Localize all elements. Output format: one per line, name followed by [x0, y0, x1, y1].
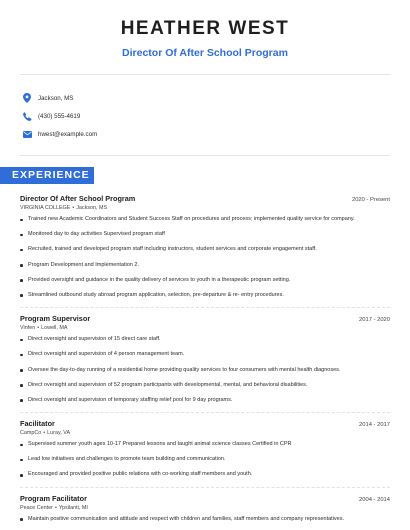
bullet-item: Maintain positive communication and attitude and respect with children and families, staff members and company representatives.	[20, 516, 390, 524]
job-header	[20, 314, 390, 323]
bullet-item: Lead low initiatives and challenges to promote team building and communication.	[20, 456, 390, 464]
bullet-item: Recruited, trained and developed program staff including instructors, student services and corporate engagement staff.	[20, 246, 390, 254]
meta-separator: •	[37, 325, 40, 332]
job-company: VIRGINIA COLLEGE	[20, 205, 71, 211]
job-company: Vinfen	[20, 325, 36, 332]
bullet-item: Direct oversight and supervision of 52 program participants with developmental, mental, and behavioral disabilities.	[20, 382, 390, 390]
contact-block	[0, 75, 410, 155]
job-header	[20, 419, 390, 428]
job-header	[20, 194, 390, 203]
job-location: Luray, VA	[47, 430, 71, 437]
bullet-item: Trained new Academic Coordinators and Student Success Staff on procedures and process; implemented quality service for company.	[20, 216, 390, 224]
job-bullets	[20, 336, 390, 404]
job-divider	[20, 412, 390, 413]
job-company: Peace Center	[20, 504, 53, 511]
job-meta	[20, 325, 390, 331]
section-title-experience: EXPERIENCE	[0, 167, 94, 184]
contact-divider	[20, 155, 390, 156]
job-entry	[20, 419, 390, 479]
job-title: Program Supervisor	[20, 314, 91, 324]
job-entry	[20, 194, 390, 300]
experience-list	[0, 184, 410, 523]
candidate-title: Director Of After School Program	[122, 47, 288, 59]
job-entry	[20, 494, 390, 524]
job-meta	[20, 505, 390, 511]
job-divider	[20, 307, 390, 308]
job-company: CampCo	[20, 430, 42, 437]
bullet-item: Oversee the day-to-day running of a residential home providing quality services to four consumers with mental health diagnoses.	[20, 367, 390, 375]
bullet-item: Streamlined outbound study abroad program application, selection, pre-departure & re- entry procedures.	[20, 292, 390, 300]
job-location: Ypsilanti, MI	[58, 504, 88, 511]
contact-email	[22, 125, 410, 143]
job-dates: 2020 - Present	[351, 197, 390, 203]
meta-separator: •	[54, 504, 57, 511]
location-text: Jackson, MS	[38, 94, 74, 102]
bullet-item: Encouraged and provided positive public relations with co-working staff members and youth.	[20, 471, 390, 479]
bullet-item: Monitored day to day activities Supervised program staff	[20, 231, 390, 239]
experience-section-header	[0, 167, 410, 184]
job-title: Program Facilitator	[20, 493, 87, 503]
job-header	[20, 494, 390, 503]
meta-separator: •	[72, 205, 75, 211]
contact-phone	[22, 107, 410, 125]
contact-location	[22, 89, 410, 107]
phone-text: (430) 555-4619	[38, 112, 81, 120]
bullet-item: Program Development and Implementation 2.	[20, 262, 390, 270]
job-divider	[20, 487, 390, 488]
bullet-item: Direct oversight and supervision of 15 direct care staff.	[20, 336, 390, 344]
job-bullets	[20, 516, 390, 524]
job-bullets	[20, 441, 390, 479]
candidate-name: HEATHER WEST	[120, 18, 290, 39]
bullet-item: Provided oversight and guidance in the quality delivery of services to youth in a therapeutic program setting.	[20, 277, 390, 285]
bullet-item: Supervised summer youth ages 10-17 Prepared lessons and taught animal science classes Certified in CPR	[20, 441, 390, 449]
job-title: Facilitator	[20, 419, 55, 429]
job-dates: 2017 - 2020	[359, 317, 390, 324]
job-location: Lowell, MA	[41, 325, 68, 332]
phone-icon	[22, 111, 32, 121]
bullet-item: Direct oversight and supervision of 4 person management team.	[20, 351, 390, 359]
email-text[interactable]: hwest@example.com	[38, 130, 98, 138]
job-dates: 2014 - 2017	[359, 422, 390, 429]
job-meta	[20, 430, 390, 436]
job-meta	[20, 205, 390, 211]
job-bullets	[20, 216, 390, 300]
bullet-item: Direct oversight and supervision of temporary staffing relief pool for 9 day programs.	[20, 397, 390, 405]
envelope-icon	[22, 129, 32, 139]
job-entry	[20, 314, 390, 404]
job-location: Jackson, MS	[76, 205, 108, 211]
job-dates: 2004 - 2014	[359, 496, 390, 503]
job-title: Director Of After School Program	[20, 194, 136, 203]
resume-header	[0, 0, 410, 59]
map-pin-icon	[22, 93, 32, 103]
meta-separator: •	[43, 430, 46, 437]
